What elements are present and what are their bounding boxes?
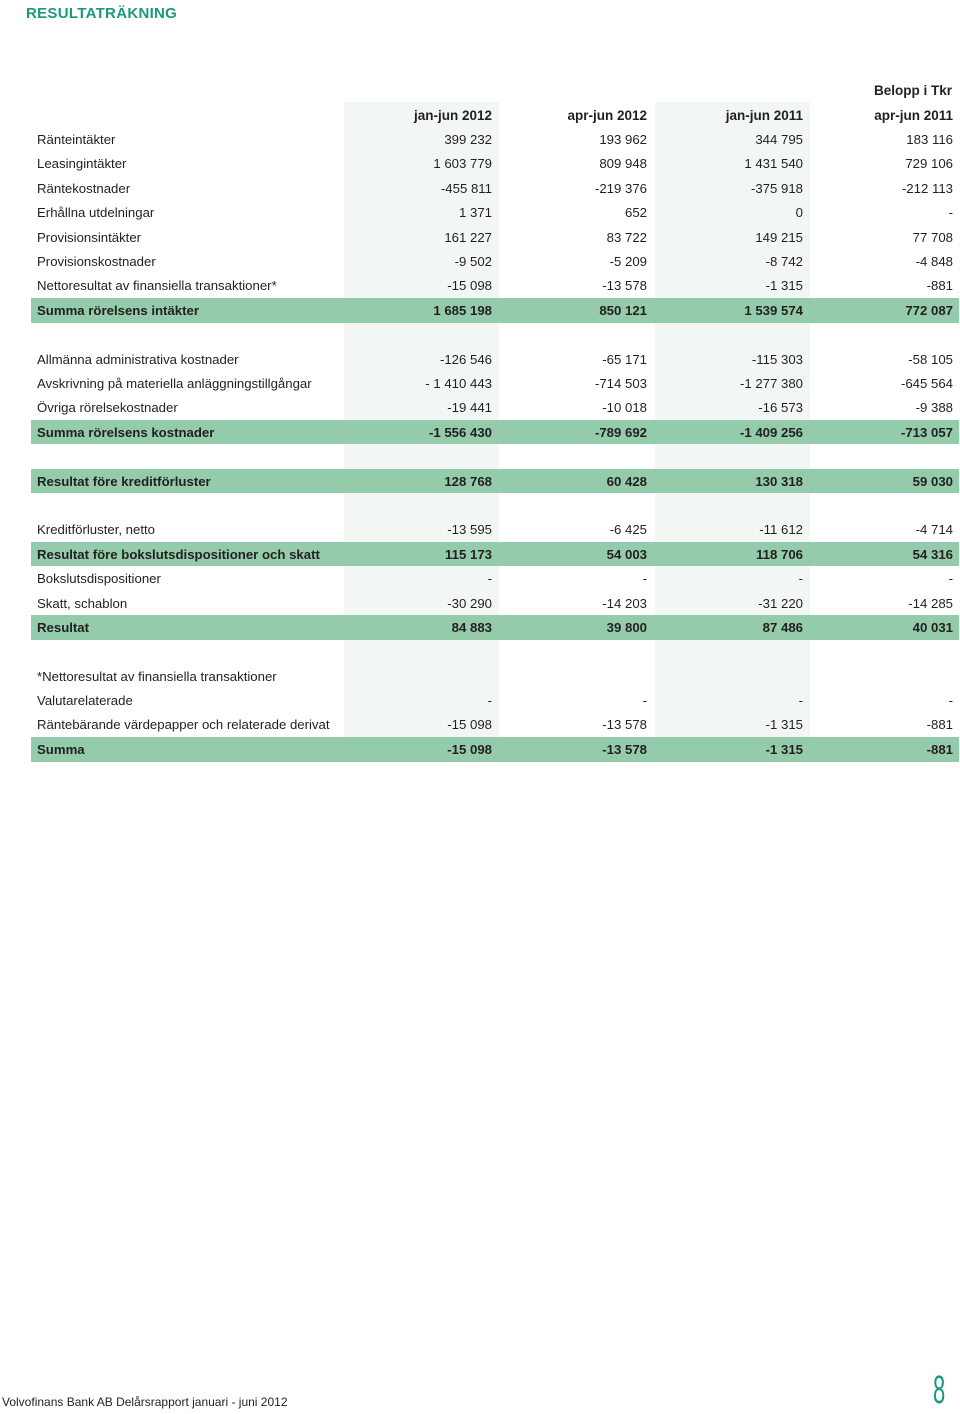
row-label: Kreditförluster, netto — [37, 522, 156, 538]
cell: -1 409 256 — [739, 424, 803, 440]
row-label: Provisionskostnader — [37, 254, 156, 270]
table-row — [31, 274, 959, 298]
cell: - — [487, 571, 492, 587]
cell: -13 578 — [602, 741, 647, 757]
cell: -5 209 — [609, 254, 647, 270]
cell: -1 277 380 — [739, 375, 803, 391]
cell: 54 003 — [606, 546, 647, 562]
row-label: Räntekostnader — [37, 180, 131, 196]
cell: -13 595 — [447, 522, 492, 538]
cell: -881 — [926, 741, 953, 757]
table-header-row — [31, 103, 959, 127]
cell: 149 215 — [755, 229, 803, 245]
cell: 850 121 — [599, 302, 647, 318]
cell: -1 315 — [765, 741, 803, 757]
spacer-row — [31, 444, 959, 468]
cell: - — [798, 571, 803, 587]
cell: 60 428 — [606, 473, 647, 489]
table-row — [31, 396, 959, 420]
cell: -19 441 — [447, 400, 492, 416]
cell: -14 203 — [602, 595, 647, 611]
row-label: Räntebärande värdepapper och relaterade derivat — [37, 717, 330, 733]
row-label: Skatt, schablon — [37, 595, 128, 611]
cell: 1 539 574 — [744, 302, 803, 318]
cell: -15 098 — [447, 741, 492, 757]
cell: -14 285 — [908, 595, 953, 611]
table-row — [31, 518, 959, 542]
table-row — [31, 566, 959, 590]
cell: 39 800 — [606, 619, 647, 635]
cell: -9 388 — [915, 400, 953, 416]
cell: 729 106 — [905, 156, 953, 172]
cell: 1 371 — [458, 205, 492, 221]
cell: -30 290 — [447, 595, 492, 611]
cell: -1 556 430 — [428, 424, 492, 440]
column-header: jan-jun 2011 — [725, 107, 803, 123]
row-label: Bokslutsdispositioner — [37, 571, 161, 587]
cell: - — [948, 693, 953, 709]
cell: 1 685 198 — [433, 302, 492, 318]
summary-row — [31, 542, 959, 566]
row-label: Summa rörelsens intäkter — [37, 302, 199, 318]
cell: -212 113 — [901, 180, 953, 196]
cell: -15 098 — [447, 717, 492, 733]
note-heading-row — [31, 664, 959, 688]
cell: -13 578 — [602, 278, 647, 294]
cell: - — [948, 205, 953, 221]
cell: 83 722 — [606, 229, 647, 245]
cell: -455 811 — [440, 180, 492, 196]
cell: 87 486 — [762, 619, 803, 635]
cell: - — [487, 693, 492, 709]
cell: -9 502 — [454, 254, 492, 270]
cell: 772 087 — [905, 302, 953, 318]
cell: 59 030 — [912, 473, 953, 489]
table-row — [31, 688, 959, 712]
cell: 115 173 — [445, 546, 492, 562]
cell: 128 768 — [444, 473, 492, 489]
table-row — [31, 152, 959, 176]
table-row — [31, 249, 959, 273]
cell: 54 316 — [912, 546, 953, 562]
cell: - — [948, 571, 953, 587]
cell: 193 962 — [599, 132, 647, 148]
row-label: Leasingintäkter — [37, 156, 127, 172]
row-label: Resultat före kreditförluster — [37, 473, 211, 489]
cell: -645 564 — [900, 375, 953, 391]
cell: -11 612 — [759, 522, 803, 538]
cell: -4 714 — [915, 522, 953, 538]
cell: - 1 410 443 — [425, 375, 492, 391]
row-label: Allmänna administrativa kostnader — [37, 351, 239, 367]
footer-text: Volvofinans Bank AB Delårsrapport januari - juni 2012 — [2, 1395, 288, 1409]
table-row — [31, 201, 959, 225]
spacer-row — [31, 493, 959, 517]
cell: 344 795 — [755, 132, 803, 148]
cell: 77 708 — [912, 229, 953, 245]
column-header: apr-jun 2012 — [567, 107, 647, 123]
row-label: Ränteintäkter — [37, 132, 116, 148]
cell: 399 232 — [444, 132, 492, 148]
row-label: Summa — [37, 741, 85, 757]
cell: -375 918 — [750, 180, 803, 196]
summary-row — [31, 298, 959, 322]
cell: -10 018 — [602, 400, 647, 416]
row-label: Valutarelaterade — [37, 693, 133, 709]
cell: 118 706 — [756, 546, 803, 562]
cell: -219 376 — [594, 180, 647, 196]
cell: -714 503 — [594, 375, 647, 391]
summary-row — [31, 737, 959, 761]
cell: 183 116 — [906, 132, 953, 148]
cell: -881 — [926, 717, 953, 733]
cell: -4 848 — [915, 254, 953, 270]
cell: - — [798, 693, 803, 709]
row-label: Summa rörelsens kostnader — [37, 424, 215, 440]
summary-row — [31, 469, 959, 493]
unit-note: Belopp i Tkr — [873, 83, 952, 98]
cell: -1 315 — [765, 278, 803, 294]
table-row — [31, 225, 959, 249]
page-title: RESULTATRÄKNING — [26, 5, 178, 22]
cell: 0 — [795, 205, 803, 221]
cell: -16 573 — [758, 400, 803, 416]
cell: 809 948 — [599, 156, 647, 172]
summary-row — [31, 420, 959, 444]
income-statement-table — [31, 103, 959, 762]
row-label: Resultat före bokslutsdispositioner och skatt — [37, 546, 320, 562]
cell: - — [642, 571, 647, 587]
table-row — [31, 591, 959, 615]
cell: -13 578 — [602, 717, 647, 733]
row-label: Erhållna utdelningar — [37, 205, 155, 221]
summary-row — [31, 615, 959, 639]
table-row — [31, 347, 959, 371]
cell: -65 171 — [602, 351, 647, 367]
cell: -789 692 — [594, 424, 647, 440]
table-row — [31, 176, 959, 200]
cell: 84 883 — [451, 619, 492, 635]
table-row — [31, 713, 959, 737]
row-label: Avskrivning på materiella anläggningstillgångar — [37, 375, 312, 391]
cell: 1 431 540 — [744, 156, 803, 172]
cell: 1 603 779 — [433, 156, 492, 172]
cell: 130 318 — [755, 473, 803, 489]
table-row — [31, 127, 959, 151]
row-label: Nettoresultat av finansiella transaktioner* — [37, 278, 277, 294]
row-label: Övriga rörelsekostnader — [37, 400, 178, 416]
column-header: apr-jun 2011 — [874, 107, 953, 123]
spacer-row — [31, 323, 959, 347]
cell: -6 425 — [609, 522, 647, 538]
row-label: *Nettoresultat av finansiella transaktioner — [37, 668, 277, 684]
cell: -881 — [926, 278, 953, 294]
row-label: Provisionsintäkter — [37, 229, 142, 245]
cell: -8 742 — [765, 254, 803, 270]
spacer-row — [31, 640, 959, 664]
cell: 652 — [624, 205, 647, 221]
cell: -115 303 — [751, 351, 803, 367]
cell: 40 031 — [912, 619, 953, 635]
cell: -31 220 — [758, 595, 803, 611]
cell: -58 105 — [908, 351, 953, 367]
cell: -15 098 — [447, 278, 492, 294]
page-number: 8 — [932, 1368, 945, 1412]
cell: - — [642, 693, 647, 709]
cell: -126 546 — [439, 351, 492, 367]
column-header: jan-jun 2012 — [413, 107, 492, 123]
cell: -713 057 — [900, 424, 953, 440]
row-label: Resultat — [37, 619, 90, 635]
cell: -1 315 — [765, 717, 803, 733]
table-row — [31, 371, 959, 395]
cell: 161 227 — [444, 229, 492, 245]
